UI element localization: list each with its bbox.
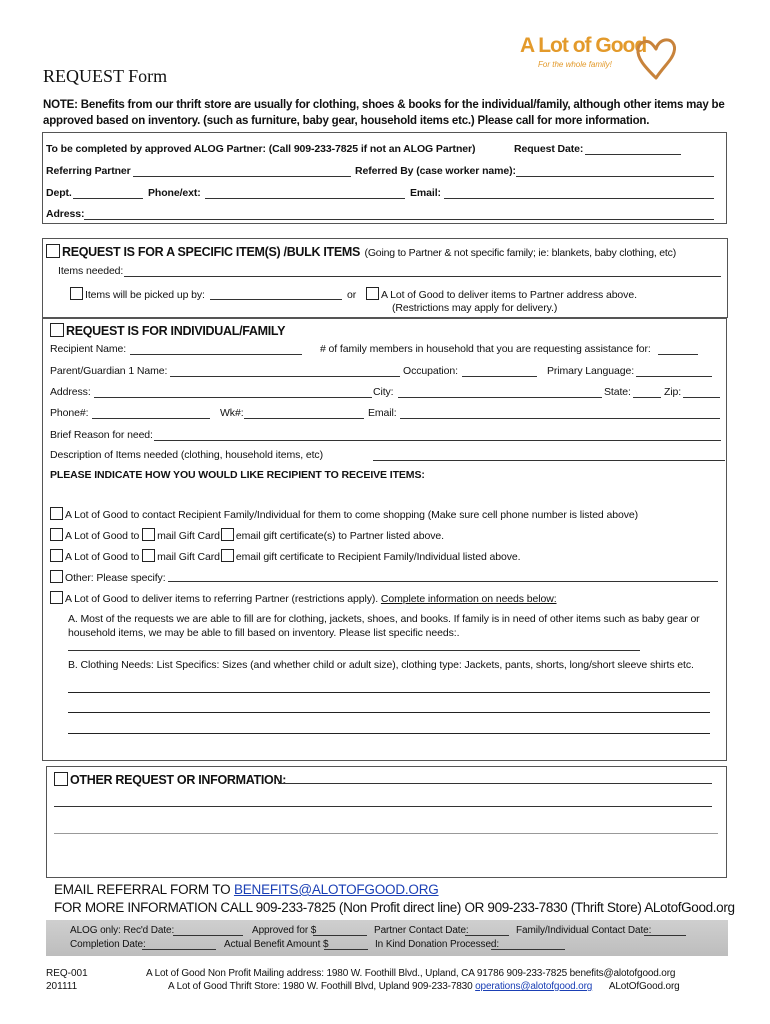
option-deliver [50, 591, 557, 605]
needs-b-field-3[interactable] [68, 733, 710, 734]
family-members-label: # of family members in household that you are requesting assistance for: [320, 343, 651, 355]
option-recipient-email-checkbox[interactable] [221, 549, 234, 562]
referred-by-label: Referred By (case worker name): [355, 165, 516, 177]
option-recipient-checkbox[interactable] [50, 549, 63, 562]
email-field[interactable] [400, 418, 720, 419]
other-request-field-2[interactable] [54, 806, 712, 807]
option-other-checkbox[interactable] [50, 570, 63, 583]
receive-heading: PLEASE INDICATE HOW YOU WOULD LIKE RECIPIENT TO RECEIVE ITEMS: [50, 469, 425, 481]
logo-tagline: For the whole family! [538, 60, 612, 69]
actual-amount-field[interactable] [324, 949, 368, 950]
logo [520, 34, 646, 58]
option-partner-checkbox[interactable] [50, 528, 63, 541]
approved-field[interactable] [313, 935, 367, 936]
partner-email-label: Email: [410, 187, 441, 199]
needs-a-line-2: household items, we may be able to fill based on inventory. Please list specific needs:. [68, 627, 460, 639]
city-field[interactable] [398, 397, 602, 398]
partner-address-field[interactable] [84, 219, 714, 220]
option-recipient-mail-checkbox[interactable] [142, 549, 155, 562]
phone-ext-label: Phone/ext: [148, 187, 201, 199]
occupation-label: Occupation: [403, 365, 458, 377]
individual-checkbox[interactable] [50, 323, 64, 337]
email-referral-prefix: EMAIL REFERRAL FORM TO [54, 882, 234, 897]
option-partner-email-checkbox[interactable] [221, 528, 234, 541]
phone-ext-field[interactable] [205, 198, 405, 199]
partner-instructions: To be completed by approved ALOG Partner: (Call 909-233-7825 if not an ALOG Partner) [46, 143, 476, 155]
option-other-label: Other: Please specify: [65, 572, 166, 584]
language-label: Primary Language: [547, 365, 635, 377]
items-needed-field[interactable] [124, 276, 721, 277]
individual-heading-row [50, 322, 285, 340]
partner-email-field[interactable] [444, 198, 714, 199]
pickup-field[interactable] [210, 299, 342, 300]
city-label: City: [373, 386, 394, 398]
operations-email-link[interactable]: operations@alotofgood.org [475, 981, 593, 992]
reason-field[interactable] [154, 440, 721, 441]
option-partner-mail-checkbox[interactable] [142, 528, 155, 541]
family-contact-label: Family/Individual Contact Date: [516, 925, 652, 936]
deliver-row [366, 287, 637, 301]
form-revision: 201111 [46, 981, 78, 992]
option-recipient-email-label: email gift certificate to Recipient Family/Individual listed above. [235, 551, 521, 563]
needs-a-field[interactable] [68, 650, 640, 651]
needs-b-field-1[interactable] [68, 692, 710, 693]
referring-partner-label: Referring Partner [46, 165, 131, 177]
in-kind-label: In Kind Donation Processed: [375, 939, 500, 950]
zip-label: Zip: [664, 386, 682, 398]
option-deliver-label: A Lot of Good to deliver items to referring Partner (restrictions apply). [65, 593, 379, 605]
more-info-line: FOR MORE INFORMATION CALL 909-233-7825 (Non Profit direct line) OR 909-233-7830 (Thrift Store) ALotofGood.org [54, 900, 735, 915]
option-deliver-checkbox[interactable] [50, 591, 63, 604]
option-partner-email-label: email gift certificate(s) to Partner listed above. [235, 530, 444, 542]
pickup-checkbox[interactable] [70, 287, 83, 300]
specific-items-heading: REQUEST IS FOR A SPECIFIC ITEM(S) /BULK ITEMS [62, 245, 361, 259]
family-contact-field[interactable] [644, 935, 686, 936]
option-contact-shopping-label: A Lot of Good to contact Recipient Family/Individual for them to come shopping (Make sure cell phone number is listed above) [65, 509, 638, 521]
other-request-heading: OTHER REQUEST OR INFORMATION: [70, 773, 287, 787]
email-label: Email: [368, 407, 397, 419]
heart-icon [634, 36, 678, 82]
footer-website: ALotOfGood.org [608, 981, 680, 992]
dept-field[interactable] [73, 198, 143, 199]
logo-text: A Lot of Good [520, 34, 647, 57]
pickup-label: Items will be picked up by: [85, 289, 205, 301]
pickup-row [70, 287, 205, 301]
option-recipient-gift [50, 549, 520, 563]
needs-b-field-2[interactable] [68, 712, 710, 713]
partner-address-label: Adress: [46, 208, 85, 220]
completion-date-field[interactable] [142, 949, 216, 950]
email-referral-line [54, 882, 439, 897]
benefits-email-link[interactable]: BENEFITS@ALOTOFGOOD.ORG [233, 882, 439, 897]
other-heading-row [54, 771, 286, 789]
wk-label: Wk#: [220, 407, 244, 419]
phone-label: Phone#: [50, 407, 89, 419]
address-label: Address: [50, 386, 91, 398]
description-field[interactable] [373, 460, 725, 461]
occupation-field[interactable] [462, 376, 537, 377]
phone-field[interactable] [92, 418, 210, 419]
other-request-field-1[interactable] [278, 783, 712, 784]
note-line-2: approved based on inventory. (such as furniture, baby gear, household items etc.) Please call for more information. [43, 115, 650, 127]
dept-label: Dept. [46, 187, 72, 199]
footer-mailing-address: A Lot of Good Non Profit Mailing address: 1980 W. Foothill Blvd., Upland, CA 91786 909-233-7825 benefits@alotofgood.org [146, 968, 676, 979]
request-date-field[interactable] [585, 154, 681, 155]
recipient-name-label: Recipient Name: [50, 343, 127, 355]
parent-field[interactable] [170, 376, 400, 377]
specific-items-checkbox[interactable] [46, 244, 60, 258]
form-code: REQ-001 [46, 968, 88, 979]
family-members-field[interactable] [658, 354, 698, 355]
option-recipient-label: A Lot of Good to [65, 551, 140, 563]
footer-thrift-line [168, 981, 680, 992]
note-line-1: NOTE: Benefits from our thrift store are usually for clothing, shoes & books for the individual/family, although other items may be [43, 99, 725, 111]
reason-label: Brief Reason for need: [50, 429, 153, 441]
referring-partner-field[interactable] [133, 176, 351, 177]
other-request-field-3[interactable] [54, 833, 718, 834]
in-kind-field[interactable] [491, 949, 565, 950]
needs-b-line: B. Clothing Needs: List Specifics: Sizes (and whether child or adult size), clothing type: Jackets, pants, shorts, long/short sleeve shirts etc. [68, 659, 694, 671]
specific-items-heading-row [46, 243, 676, 261]
individual-heading: REQUEST IS FOR INDIVIDUAL/FAMILY [66, 324, 286, 338]
wk-field[interactable] [244, 418, 364, 419]
option-partner-label: A Lot of Good to [65, 530, 140, 542]
option-partner-mail-label: mail Gift Card [157, 530, 220, 542]
description-label: Description of Items needed (clothing, household items, etc) [50, 449, 323, 461]
referred-by-field[interactable] [516, 176, 714, 177]
partner-contact-field[interactable] [465, 935, 509, 936]
option-contact-shopping-checkbox[interactable] [50, 507, 63, 520]
deliver-label: A Lot of Good to deliver items to Partner address above. [381, 289, 637, 301]
address-field[interactable] [94, 397, 372, 398]
completion-date-label: Completion Date: [70, 939, 146, 950]
approved-label: Approved for $ [252, 925, 317, 936]
partner-contact-label: Partner Contact Date: [374, 925, 469, 936]
specific-items-note: (Going to Partner & not specific family; ie: blankets, baby clothing, etc) [364, 247, 676, 259]
language-field[interactable] [636, 376, 712, 377]
other-request-checkbox[interactable] [54, 772, 68, 786]
page-title: REQUEST Form [43, 66, 168, 86]
recipient-name-field[interactable] [130, 354, 302, 355]
delivery-restrictions: (Restrictions may apply for delivery.) [392, 302, 558, 314]
actual-amount-label: Actual Benefit Amount $ [224, 939, 329, 950]
parent-label: Parent/Guardian 1 Name: [50, 365, 168, 377]
option-recipient-mail-label: mail Gift Card [157, 551, 220, 563]
option-contact-shopping[interactable] [50, 507, 638, 521]
recd-date-field[interactable] [173, 935, 243, 936]
option-partner-gift [50, 528, 444, 542]
option-deliver-link: Complete information on needs below: [380, 593, 557, 605]
state-label: State: [604, 386, 631, 398]
zip-field[interactable] [683, 397, 720, 398]
option-other [50, 570, 166, 584]
or-label: or [347, 289, 357, 301]
deliver-checkbox[interactable] [366, 287, 379, 300]
needs-a-line-1: A. Most of the requests we are able to fill are for clothing, jackets, shoes, and books. If family is in need of other items such as baby gear or [68, 613, 700, 625]
option-other-field[interactable] [168, 581, 718, 582]
request-date-label: Request Date: [514, 143, 584, 155]
state-field[interactable] [633, 397, 661, 398]
recd-date-label: ALOG only: Rec'd Date: [70, 925, 175, 936]
footer-thrift-address: A Lot of Good Thrift Store: 1980 W. Foothill Blvd, Upland 909-233-7830 [168, 981, 476, 992]
items-needed-label: Items needed: [58, 265, 124, 277]
